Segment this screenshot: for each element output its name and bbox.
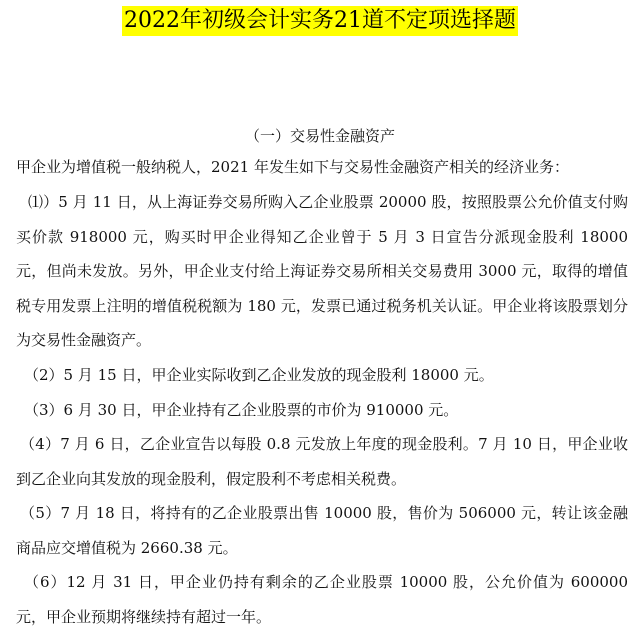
- item-paragraph-4: （4）7 月 6 日，乙企业宣告以每股 0.8 元发放上年度的现金股利。7 月 10 日，甲企业收到乙企业向其发放的现金股利，假定股利不考虑相关税费。: [16, 435, 628, 488]
- title-container: [0, 6, 640, 36]
- item-paragraph-1: ⑴）5 月 11 日，从上海证券交易所购入乙企业股票 20000 股，按照股票公允价值支付购买价款 918000 元，购买时甲企业得知乙企业曾于 5 月 3 日宣告分派现金股利 18000 元，但尚未发放。另外，甲企业支付给上海证券交易所相关交易费用 3000 元，取得的增值税专用发票上注明的增值税税额为 180 元，发票已通过税务机关认证。甲企业将该股票划分为交易性金融资产。: [16, 193, 628, 349]
- intro-paragraph: 甲企业为增值税一般纳税人，2021 年发生如下与交易性金融资产相关的经济业务：: [16, 158, 569, 176]
- item-paragraph-5: （5）7 月 18 日，将持有的乙企业股票出售 10000 股，售价为 506000 元，转让该金融商品应交增值税为 2660.38 元。: [16, 504, 628, 557]
- document-title: 2022年初级会计实务21道不定项选择题: [122, 6, 518, 36]
- item-paragraph-2: （2）5 月 15 日，甲企业实际收到乙企业发放的现金股利 18000 元。: [24, 366, 494, 384]
- item-paragraph-3: （3）6 月 30 日，甲企业持有乙企业股票的市价为 910000 元。: [24, 401, 459, 419]
- section-heading: （一）交易性金融资产: [244, 127, 395, 145]
- item-paragraph-6: （6）12 月 31 日，甲企业仍持有剩余的乙企业股票 10000 股，公允价值为 600000 元，甲企业预期将继续持有超过一年。: [16, 573, 628, 626]
